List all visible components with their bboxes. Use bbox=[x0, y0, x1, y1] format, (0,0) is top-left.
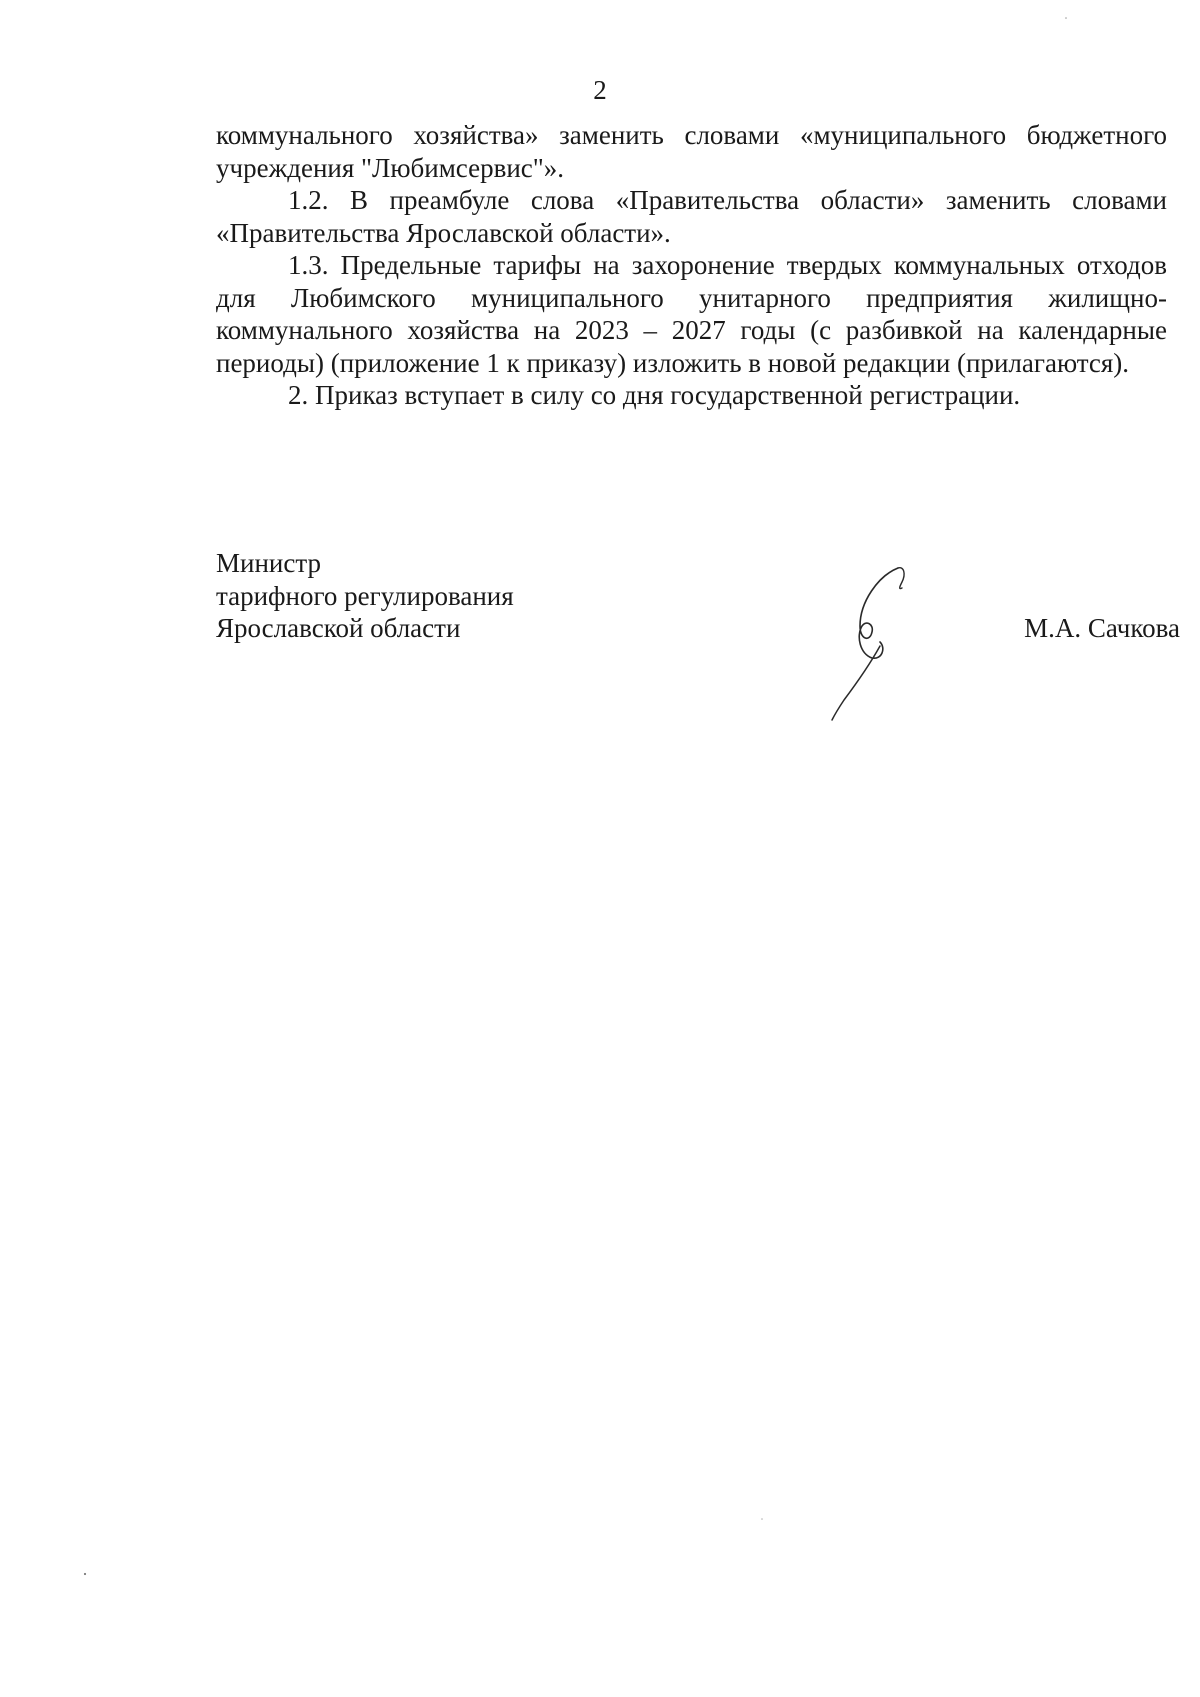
handwritten-signature-icon bbox=[820, 560, 930, 730]
paragraph-1-2: 1.2. В преамбуле слова «Правительства области» заменить словами «Правительства Ярославской области». bbox=[216, 185, 1167, 248]
paragraph-1-3: 1.3. Предельные тарифы на захоронение твердых коммунальных отходов для Любимского муниципального унитарного предприятия жилищно-коммунального хозяйства на 2023 – 2027 годы (с разбивкой на календарные периоды) (приложение 1 к приказу) изложить в новой редакции (прилагаются). bbox=[216, 250, 1167, 378]
position-line: тарифного регулирования bbox=[216, 580, 514, 611]
position-line: Министр bbox=[216, 548, 321, 578]
signer-name: М.А. Сачкова bbox=[1024, 613, 1180, 643]
document-body bbox=[216, 119, 1167, 412]
position-line: Ярославской области bbox=[216, 613, 461, 643]
page-number: 2 bbox=[593, 75, 607, 105]
paragraph-continuation: коммунального хозяйства» заменить словами «муниципального бюджетного учреждения "Любимсервис"». bbox=[216, 120, 1167, 183]
paragraph-2: 2. Приказ вступает в силу со дня государственной регистрации. bbox=[288, 380, 1021, 410]
signatory-position bbox=[216, 547, 514, 645]
